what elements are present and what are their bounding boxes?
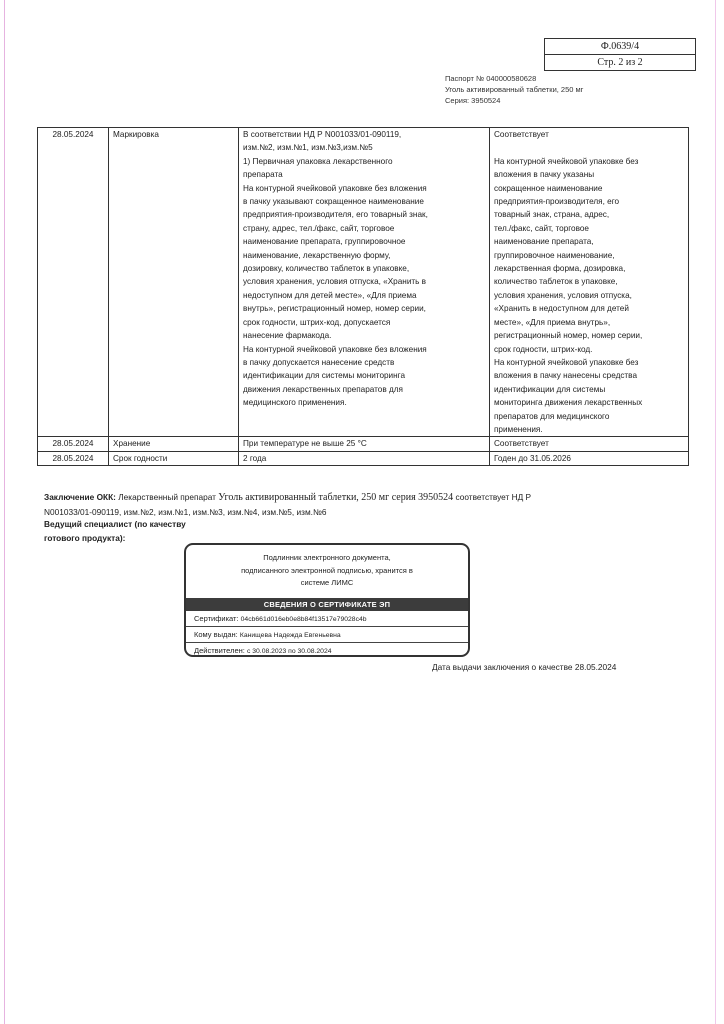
result-line: условия хранения, условия отпуска, — [494, 290, 632, 300]
requirement-line: в пачку указывают сокращенное наименование — [243, 197, 424, 207]
cert-value: 04cb661d016eb0e8b84f13517e79028c4b — [240, 615, 367, 623]
row-date: 28.05.2024 — [38, 128, 109, 437]
issue-date: Дата выдачи заключения о качестве 28.05.2024 — [432, 662, 617, 672]
conclusion-product: Уголь активированный таблетки, 250 мг серия 3950524 — [218, 492, 454, 503]
requirement-line: На контурной ячейковой упаковке без вложения — [243, 183, 427, 193]
form-code: Ф.0639/4 — [600, 41, 640, 52]
row-result — [490, 451, 689, 465]
result-line: вложения в пачку указаны — [494, 170, 595, 180]
requirement-line: в пачку допускается нанесение средств — [243, 357, 395, 367]
requirement-line: 1) Первичная упаковка лекарственного — [243, 156, 393, 166]
row-parameter: Срок годности — [109, 451, 239, 465]
lead-specialist — [44, 518, 186, 545]
lead-specialist-line-1: Ведущий специалист (по качеству — [44, 519, 186, 529]
passport-block — [445, 73, 583, 106]
cert-label: Сертификат: — [194, 613, 239, 623]
result-line: препаратов для медицинского — [494, 411, 610, 421]
row-date: 28.05.2024 — [38, 437, 109, 451]
requirement-line: изм.№2, изм.№1, изм.№3,изм.№5 — [243, 143, 373, 153]
conclusion-label: Заключение ОКК: — [44, 492, 116, 502]
conclusion-text-2: соответствует НД Р — [455, 492, 532, 502]
requirement-line: наименование препарата, группировочное — [243, 237, 406, 247]
row-requirement — [239, 437, 490, 451]
requirement-line: дозировку, количество таблеток в упаковке, — [243, 264, 410, 274]
stamp-header — [186, 552, 468, 590]
result-line: вложения в пачку нанесены средства — [494, 371, 637, 381]
result-line: Соответствует — [494, 439, 549, 449]
requirement-line: недоступном для детей месте», «Для приема — [243, 290, 417, 300]
result-line: применения. — [494, 424, 543, 434]
row-date: 28.05.2024 — [38, 451, 109, 465]
result-line: месте», «Для приема внутрь», — [494, 317, 611, 327]
table-row — [38, 128, 689, 437]
conclusion — [44, 490, 684, 519]
row-result — [490, 128, 689, 437]
margin-line-right — [715, 0, 716, 1024]
result-line: «Хранить в недоступном для детей — [494, 304, 629, 314]
requirement-line: предприятия-производителя, его товарный знак, — [243, 210, 428, 220]
form-code-box — [544, 38, 696, 71]
issued-value: Канищева Надежда Евгеньевна — [239, 631, 341, 639]
stamp-title: СВЕДЕНИЯ О СЕРТИФИКАТЕ ЭП — [186, 598, 468, 611]
result-line: предприятия-производителя, его — [494, 197, 620, 207]
stamp-valid-row — [186, 643, 468, 658]
result-line: срок годности, штрих-код. — [494, 344, 593, 354]
result-line: регистрационный номер, номер серии, — [494, 331, 643, 341]
result-line: товарный знак, страна, адрес, — [494, 210, 610, 220]
requirement-line: В соответствии НД Р N001033/01-090119, — [243, 130, 402, 139]
result-line: Соответствует — [494, 130, 549, 139]
valid-value: с 30.08.2023 по 30.08.2024 — [246, 647, 332, 655]
result-line: тел./факс, сайт, торговое — [494, 223, 589, 233]
result-line: мониторинга движения лекарственных — [494, 398, 643, 408]
conclusion-text-3: N001033/01-090119, изм.№2, изм.№1, изм.№3, изм.№4, изм.№5, изм.№6 — [44, 507, 327, 517]
result-line: На контурной ячейковой упаковке без — [494, 357, 639, 367]
margin-line-left — [4, 0, 5, 1024]
table-row — [38, 437, 689, 451]
requirement-line: На контурной ячейковой упаковке без вложения — [243, 344, 427, 354]
requirement-line: внутрь», регистрационный номер, номер серии, — [243, 304, 426, 314]
stamp-header-line: Подлинник электронного документа, — [263, 553, 391, 562]
result-line: группировочное наименование, — [494, 250, 615, 260]
stamp-cert-row — [186, 611, 468, 627]
passport-product: Уголь активированный таблетки, 250 мг — [445, 85, 584, 94]
page-info: Стр. 2 из 2 — [545, 54, 695, 70]
requirement-line: страну, адрес, тел./факс, сайт, торговое — [243, 223, 395, 233]
row-parameter: Хранение — [109, 437, 239, 451]
requirement-line: условия хранения, условия отпуска, «Хранить в — [243, 277, 427, 287]
result-line: сокращенное наименование — [494, 183, 603, 193]
e-signature-stamp — [184, 543, 470, 657]
passport-number: Паспорт № 040000580628 — [445, 74, 537, 83]
requirement-line: наименование, лекарственную форму, — [243, 250, 391, 260]
row-requirement — [239, 128, 490, 437]
result-line: Годен до 31.05.2026 — [494, 453, 571, 463]
stamp-issued-row — [186, 627, 468, 643]
passport-series: Серия: 3950524 — [445, 96, 501, 105]
stamp-header-line: подписанного электронной подписью, хранится в — [241, 565, 413, 575]
stamp-header-line: системе ЛИМС — [300, 578, 354, 587]
result-line: количество таблеток в упаковке, — [494, 277, 618, 287]
requirement-line: При температуре не выше 25 °С — [243, 439, 367, 449]
row-requirement — [239, 451, 490, 465]
valid-label: Действителен: — [194, 645, 245, 655]
result-line: наименование препарата, — [494, 237, 594, 247]
result-line: На контурной ячейковой упаковке без — [494, 156, 639, 166]
table-row — [38, 451, 689, 465]
test-results-table — [37, 127, 689, 466]
result-line: лекарственная форма, дозировка, — [494, 264, 626, 274]
lead-specialist-line-2: готового продукта): — [44, 532, 126, 543]
row-result — [490, 437, 689, 451]
result-line: идентификации для системы — [494, 384, 606, 394]
requirement-line: движения лекарственных препаратов для — [243, 384, 403, 394]
requirement-line: препарата — [243, 170, 283, 180]
requirement-line: нанесение фармакода. — [243, 331, 332, 341]
requirement-line: медицинского применения. — [243, 398, 347, 408]
conclusion-text-1: Лекарственный препарат — [118, 492, 216, 502]
row-parameter: Маркировка — [109, 128, 239, 437]
requirement-line: идентификации для системы мониторинга — [243, 371, 406, 381]
requirement-line: срок годности, штрих-код, допускается — [243, 317, 391, 327]
issued-label: Кому выдан: — [194, 629, 238, 639]
result-line — [494, 141, 684, 154]
requirement-line: 2 года — [243, 453, 267, 463]
